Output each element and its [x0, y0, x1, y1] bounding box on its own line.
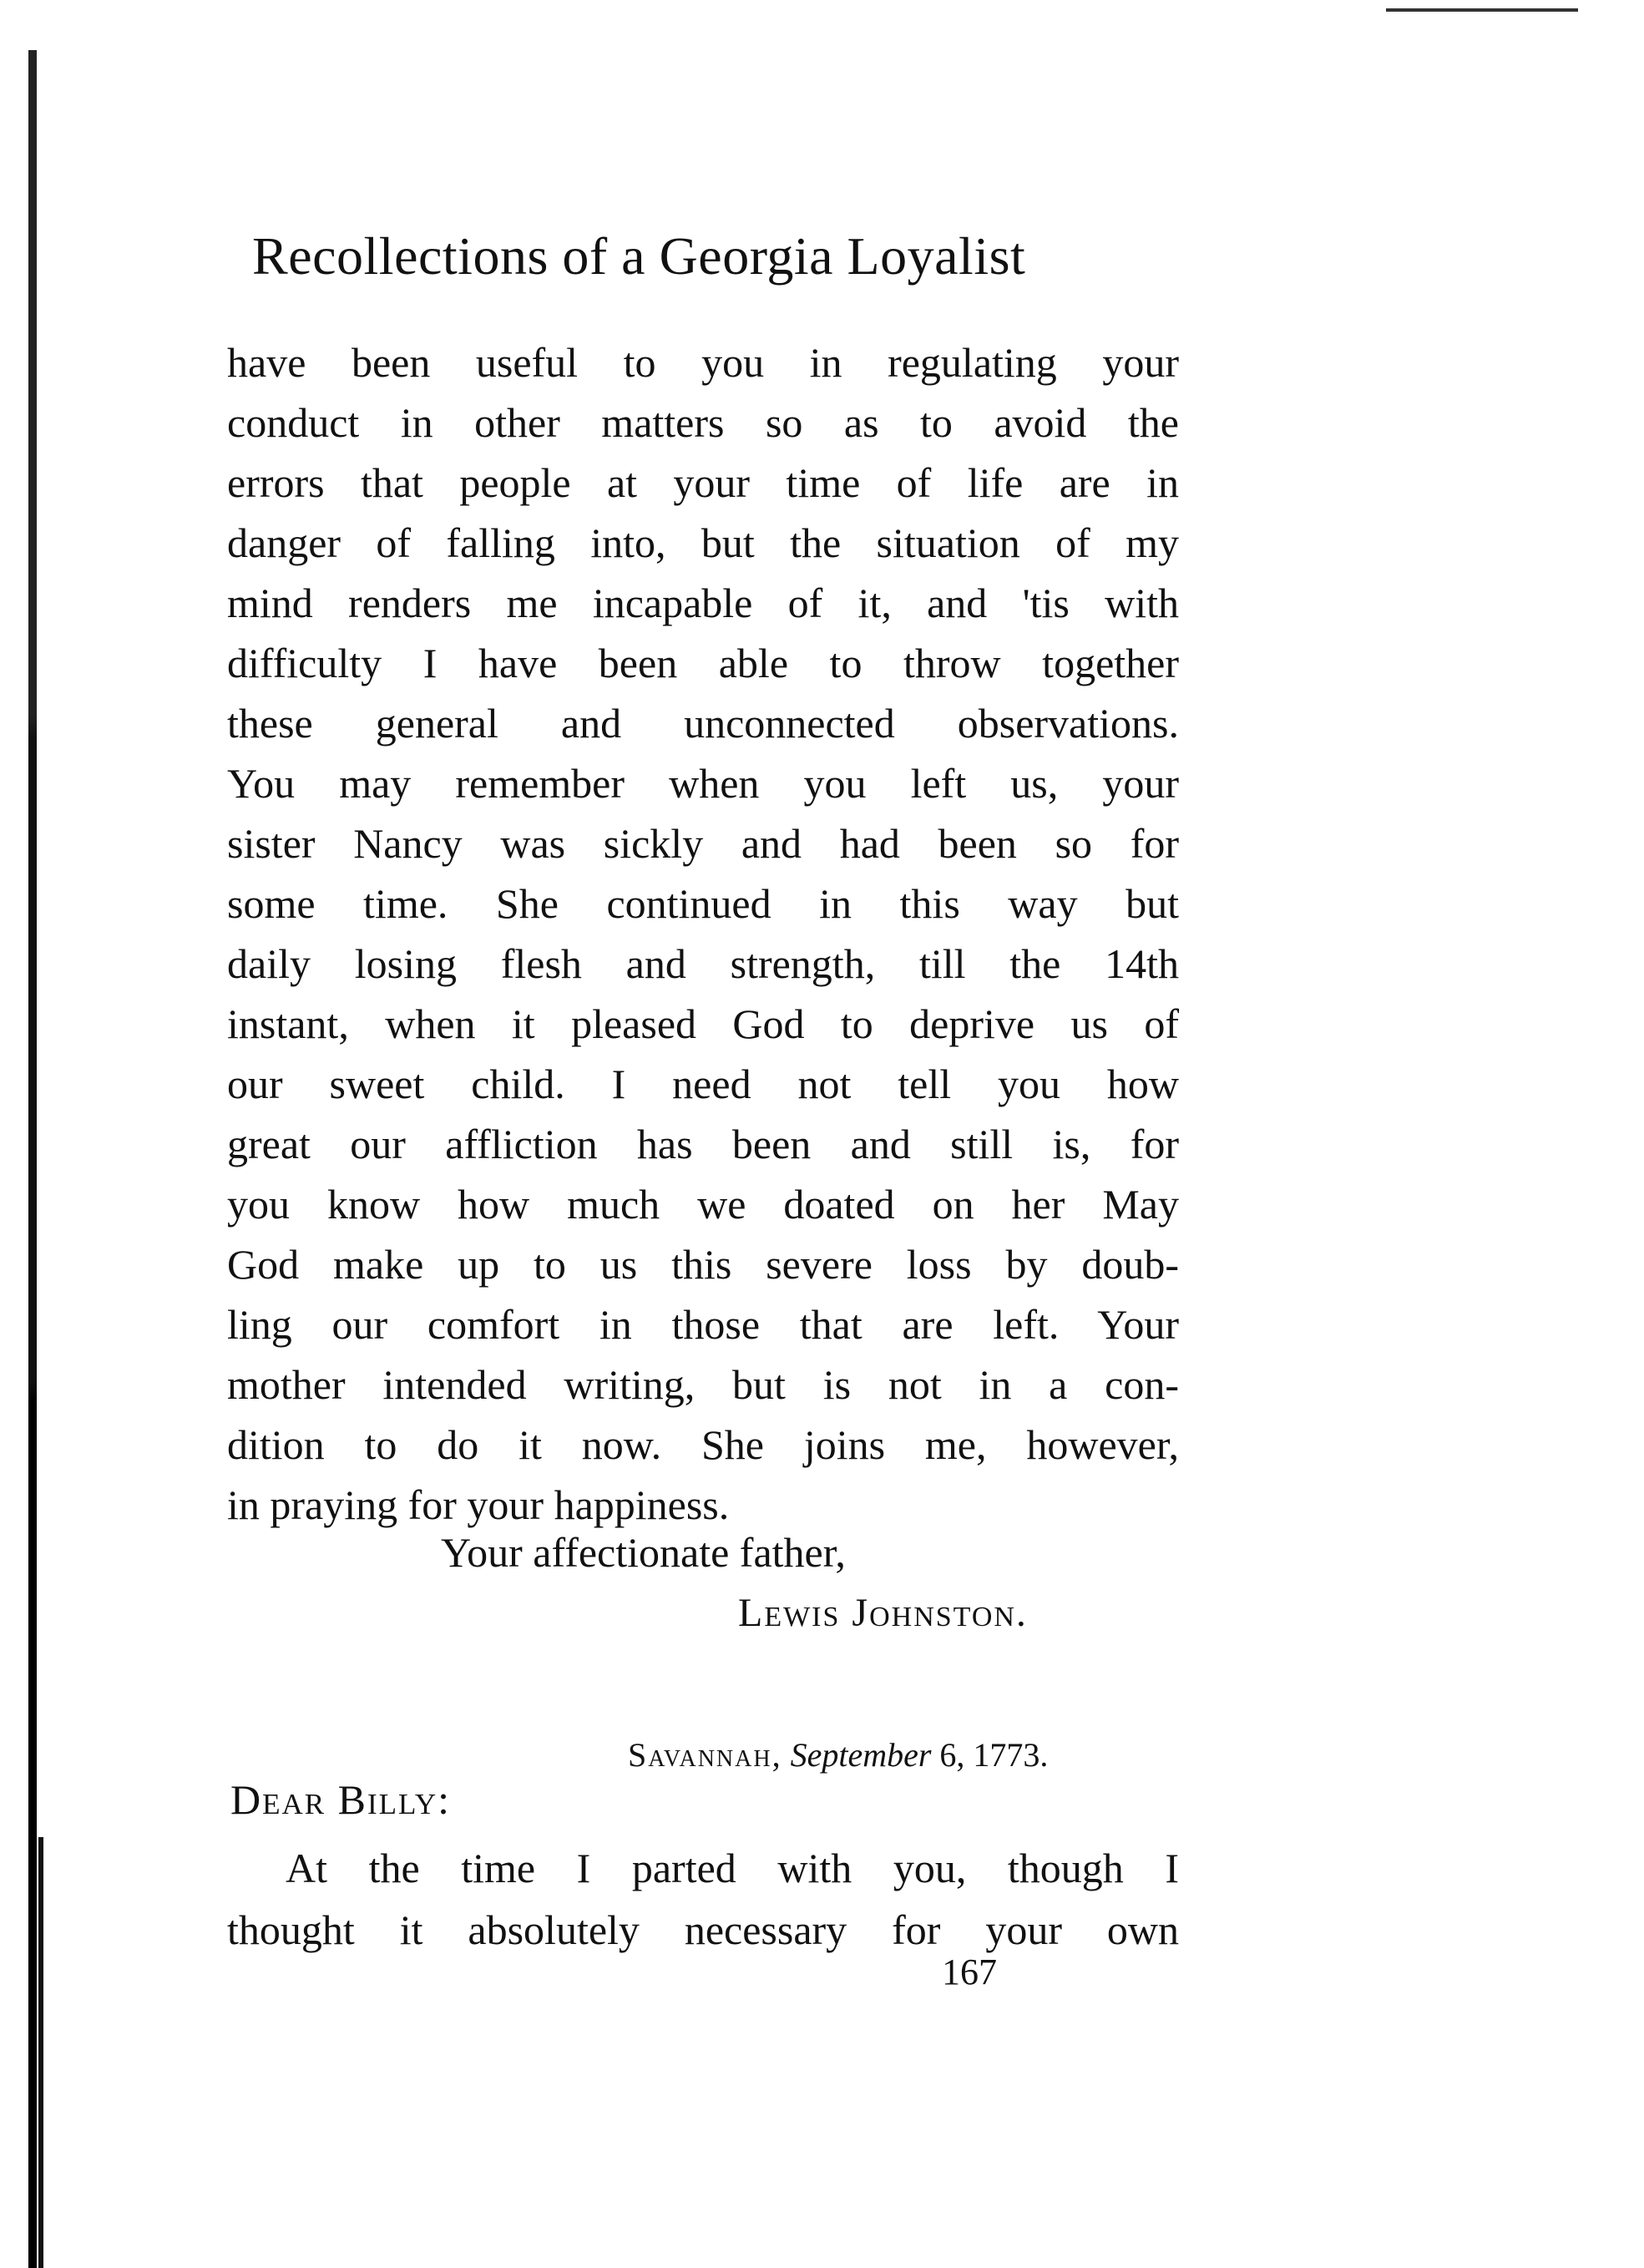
text-line: danger of falling into, but the situation of my: [227, 519, 1179, 566]
letter-two-body: [227, 1837, 1179, 1961]
text-line: these general and unconnected observations.: [227, 700, 1179, 747]
text-line: sister Nancy was sickly and had been so for: [227, 820, 1179, 867]
page-number: 167: [942, 1952, 997, 1992]
text-line: daily losing flesh and strength, till the 14th: [227, 940, 1179, 987]
page-binding-edge: [28, 50, 37, 2268]
text-line: you know how much we doated on her May: [227, 1181, 1179, 1228]
text-line: have been useful to you in regulating your: [227, 339, 1179, 386]
text-line: in praying for your happiness.: [227, 1481, 730, 1528]
text-line: ling our comfort in those that are left. Your: [227, 1301, 1179, 1348]
text-line: You may remember when you left us, your: [227, 760, 1179, 807]
letter-dateline: [628, 1735, 1048, 1774]
text-line: our sweet child. I need not tell you how: [227, 1061, 1179, 1107]
letter-signature: Lewis Johnston.: [738, 1591, 1028, 1635]
text-line: conduct in other matters so as to avoid the: [227, 399, 1179, 446]
text-line: mind renders me incapable of it, and 'tis with: [227, 580, 1179, 626]
letter-one-body: [227, 332, 1179, 1535]
dateline-date: 6, 1773.: [939, 1736, 1049, 1774]
running-head: Recollections of a Georgia Loyalist: [252, 226, 1026, 286]
text-line: God make up to us this severe loss by doub-: [227, 1241, 1179, 1288]
text-line: difficulty I have been able to throw together: [227, 640, 1179, 686]
dateline-month: September: [790, 1736, 932, 1774]
text-line: At the time I parted with you, though I: [286, 1845, 1179, 1891]
text-line: thought it absolutely necessary for your own: [227, 1906, 1179, 1953]
text-line: mother intended writing, but is not in a con-: [227, 1361, 1179, 1408]
text-line: great our affliction has been and still is, for: [227, 1121, 1179, 1167]
text-line: instant, when it pleased God to deprive us of: [227, 1000, 1179, 1047]
top-rule: [1386, 8, 1578, 12]
letter-closing: Your affectionate father,: [441, 1529, 846, 1576]
text-line: dition to do it now. She joins me, however,: [227, 1421, 1179, 1468]
text-line: errors that people at your time of life are in: [227, 459, 1179, 506]
letter-salutation: Dear Billy:: [230, 1776, 452, 1823]
text-line: some time. She continued in this way but: [227, 880, 1179, 927]
page-binding-shadow: [38, 1837, 43, 2268]
dateline-place: Savannah,: [628, 1736, 782, 1774]
